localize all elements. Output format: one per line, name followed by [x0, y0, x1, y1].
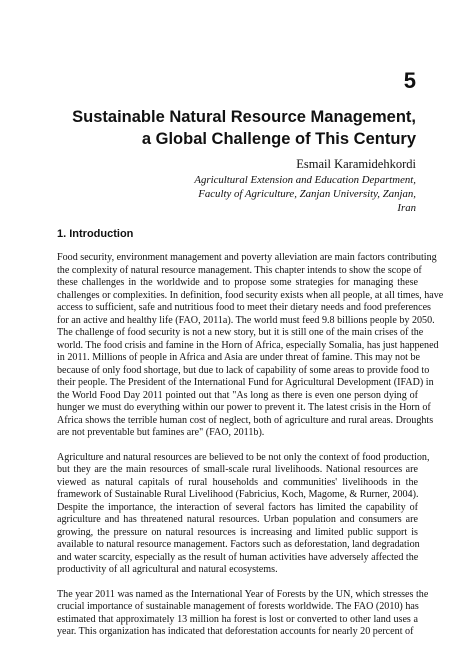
affiliation-line: Agricultural Extension and Education Department, — [194, 174, 416, 186]
text-line: viewed as natural capitals of rural households and communities' livelihoods in the — [57, 476, 418, 488]
text-line: hunger we must do everything within our power to prevent it. The latest crisis in the Horn of — [57, 402, 431, 413]
chapter-title-line: a Global Challenge of This Century — [141, 130, 416, 148]
text-line: growing, the pressure on natural resources is increasing and limited public support is — [57, 526, 418, 538]
text-line: framework of Sustainable Rural Livelihood (Fabricius, Koch, Magome, & Rurner, 2004). — [57, 489, 419, 500]
text-line: year. This organization has indicated that deforestation accounts for nearly 20 percent of — [57, 626, 414, 637]
text-line: available to natural resource management. Factors such as deforestation, land degradation — [57, 539, 420, 550]
affiliation-line: Faculty of Agriculture, Zanjan University, Zanjan, — [198, 188, 416, 200]
text-line: these challenges in the worldwide and to propose some strategies for managing these — [57, 277, 418, 288]
text-line: because of only food shortage, but due to lack of capability of some areas to provide food to — [57, 364, 430, 376]
text-line: Food security, environment management and poverty alleviation are main factors contributing — [57, 252, 437, 263]
text-line: world. The food crisis and famine in the Horn of Africa, especially Somalia, has just happened — [57, 339, 439, 351]
chapter-title — [36, 106, 416, 150]
text-line: and water scarcity, especially as the result of human activities have adversely affected the — [57, 551, 419, 563]
text-line: for an active and healthy life (FAO, 2011a). The world must feed 9.8 billions people by 2050. — [57, 314, 435, 326]
body-text — [57, 252, 444, 651]
text-line: crucial importance of sustainable management of forests worldwide. The FAO (2010) has — [57, 601, 419, 612]
text-line: are not preventable but famines are" (FAO, 2011b). — [57, 427, 265, 438]
author-block — [116, 156, 416, 215]
chapter-number: 5 — [403, 68, 416, 93]
text-line: Despite the importance, the interaction of several factors has limited the capability of — [57, 501, 418, 513]
text-line: estimated that approximately 13 million ha forest is lost or converted to other land uses a — [57, 613, 418, 625]
section-heading: 1. Introduction — [57, 228, 134, 240]
paragraph — [57, 252, 444, 440]
text-line: challenges or complexities. In definition, food security exists when all people, at all times, have — [57, 289, 444, 301]
text-line: but they are the main resources of small-scale rural livelihoods. National resources are — [57, 464, 418, 475]
text-line: The year 2011 was named as the International Year of Forests by the UN, which stresses the — [57, 588, 429, 600]
text-line: access to sufficient, safe and nutritious food to meet their dietary needs and food preferences — [57, 302, 431, 313]
text-line: the complexity of natural resource management. This chapter intends to show the scope of — [57, 264, 422, 276]
affiliation-line: Iran — [397, 202, 416, 214]
text-line: the World Food Day 2011 pointed out that "As long as there is even one person dying of — [57, 389, 418, 401]
text-line: Africa shows the terrible human cost of neglect, both of agriculture and rural areas. Droughts — [57, 414, 434, 426]
text-line: The challenge of food security is not a new story, but it is still one of the main crises of the — [57, 327, 424, 338]
text-line: Agriculture and natural resources are believed to be not only the context of food production, — [57, 451, 430, 463]
author-affiliation — [116, 173, 416, 215]
paragraph — [57, 588, 429, 639]
text-line: in 2011. Millions of people in Africa and Asia are under threat of famine. This may not be — [57, 352, 421, 363]
paragraph — [57, 451, 430, 577]
text-line: agriculture and has threatened natural resources. Urban population and consumers are — [57, 514, 418, 525]
chapter-title-line: Sustainable Natural Resource Management, — [72, 108, 416, 126]
author-name: Esmail Karamidehkordi — [296, 157, 416, 171]
text-line: productivity of all agricultural and natural ecosystems. — [57, 564, 278, 575]
text-line: their people. The President of the International Fund for Agricultural Development (IFAD) in — [57, 377, 434, 388]
